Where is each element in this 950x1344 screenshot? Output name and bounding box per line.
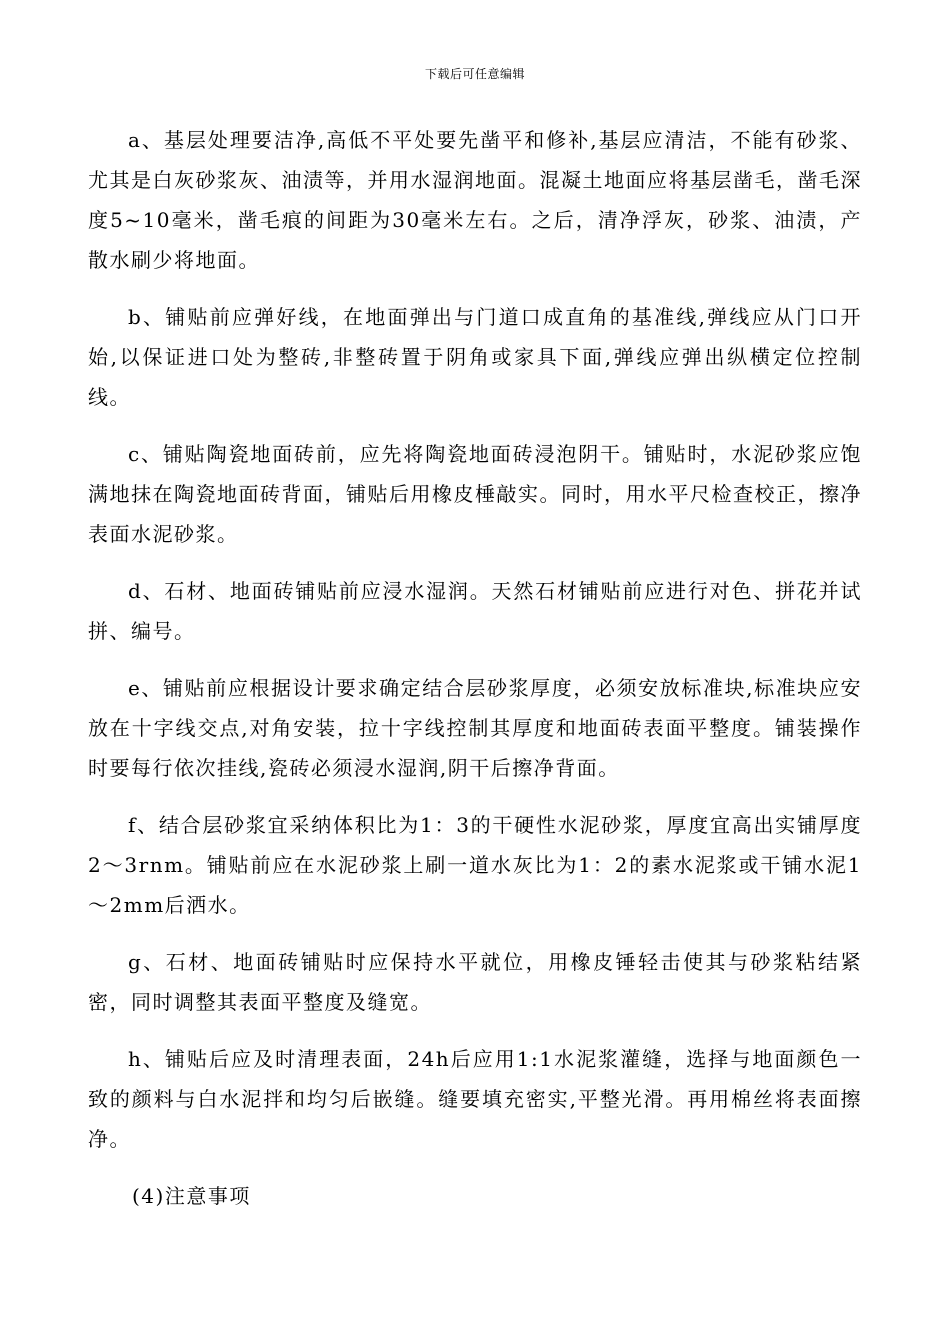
- paragraph-h: h、铺贴后应及时清理表面，24h后应用1:1水泥浆灌缝，选择与地面颜色一致的颜料与白水泥拌和均匀后嵌缝。缝要填充密实,平整光滑。再用棉丝将表面擦净。: [88, 1047, 862, 1151]
- paragraph-e: e、铺贴前应根据设计要求确定结合层砂浆厚度，必须安放标准块,标准块应安放在十字线交点,对角安装，拉十字线控制其厚度和地面砖表面平整度。铺装操作时要每行依次挂线,瓷砖必须浸水湿润,阴干后擦净背面。: [88, 676, 862, 780]
- page-header: 下载后可任意编辑: [424, 67, 525, 81]
- document-body: [88, 120, 862, 1216]
- paragraph-d: d、石材、地面砖铺贴前应浸水湿润。天然石材铺贴前应进行对色、拼花并试拼、编号。: [88, 579, 862, 643]
- paragraph-g: g、石材、地面砖铺贴时应保持水平就位，用橡皮锤轻击使其与砂浆粘结紧密，同时调整其表面平整度及缝宽。: [88, 950, 862, 1014]
- paragraph-f: f、结合层砂浆宜采纳体积比为1：3的干硬性水泥砂浆，厚度宜高出实铺厚度2～3rnm。铺贴前应在水泥砂浆上刷一道水灰比为1：2的素水泥浆或干铺水泥1～2mm后洒水。: [88, 813, 862, 917]
- section-heading: (4)注意事项: [132, 1184, 251, 1208]
- paragraph-c: c、铺贴陶瓷地面砖前，应先将陶瓷地面砖浸泡阴干。铺贴时，水泥砂浆应饱满地抹在陶瓷地面砖背面，铺贴后用橡皮棰敲实。同时，用水平尺检查校正，擦净表面水泥砂浆。: [88, 442, 862, 546]
- paragraph-a: a、基层处理要洁净,高低不平处要先凿平和修补,基层应清洁，不能有砂浆、尤其是白灰砂浆灰、油渍等，并用水湿润地面。混凝土地面应将基层凿毛，凿毛深度5~10毫米，凿毛痕的间距为30毫米左右。之后，清净浮灰，砂浆、油渍，产散水刷少将地面。: [88, 128, 862, 272]
- paragraph-b: b、铺贴前应弹好线，在地面弹出与门道口成直角的基准线,弹线应从门口开始,以保证进口处为整砖,非整砖置于阴角或家具下面,弹线应弹出纵横定位控制线。: [88, 305, 862, 409]
